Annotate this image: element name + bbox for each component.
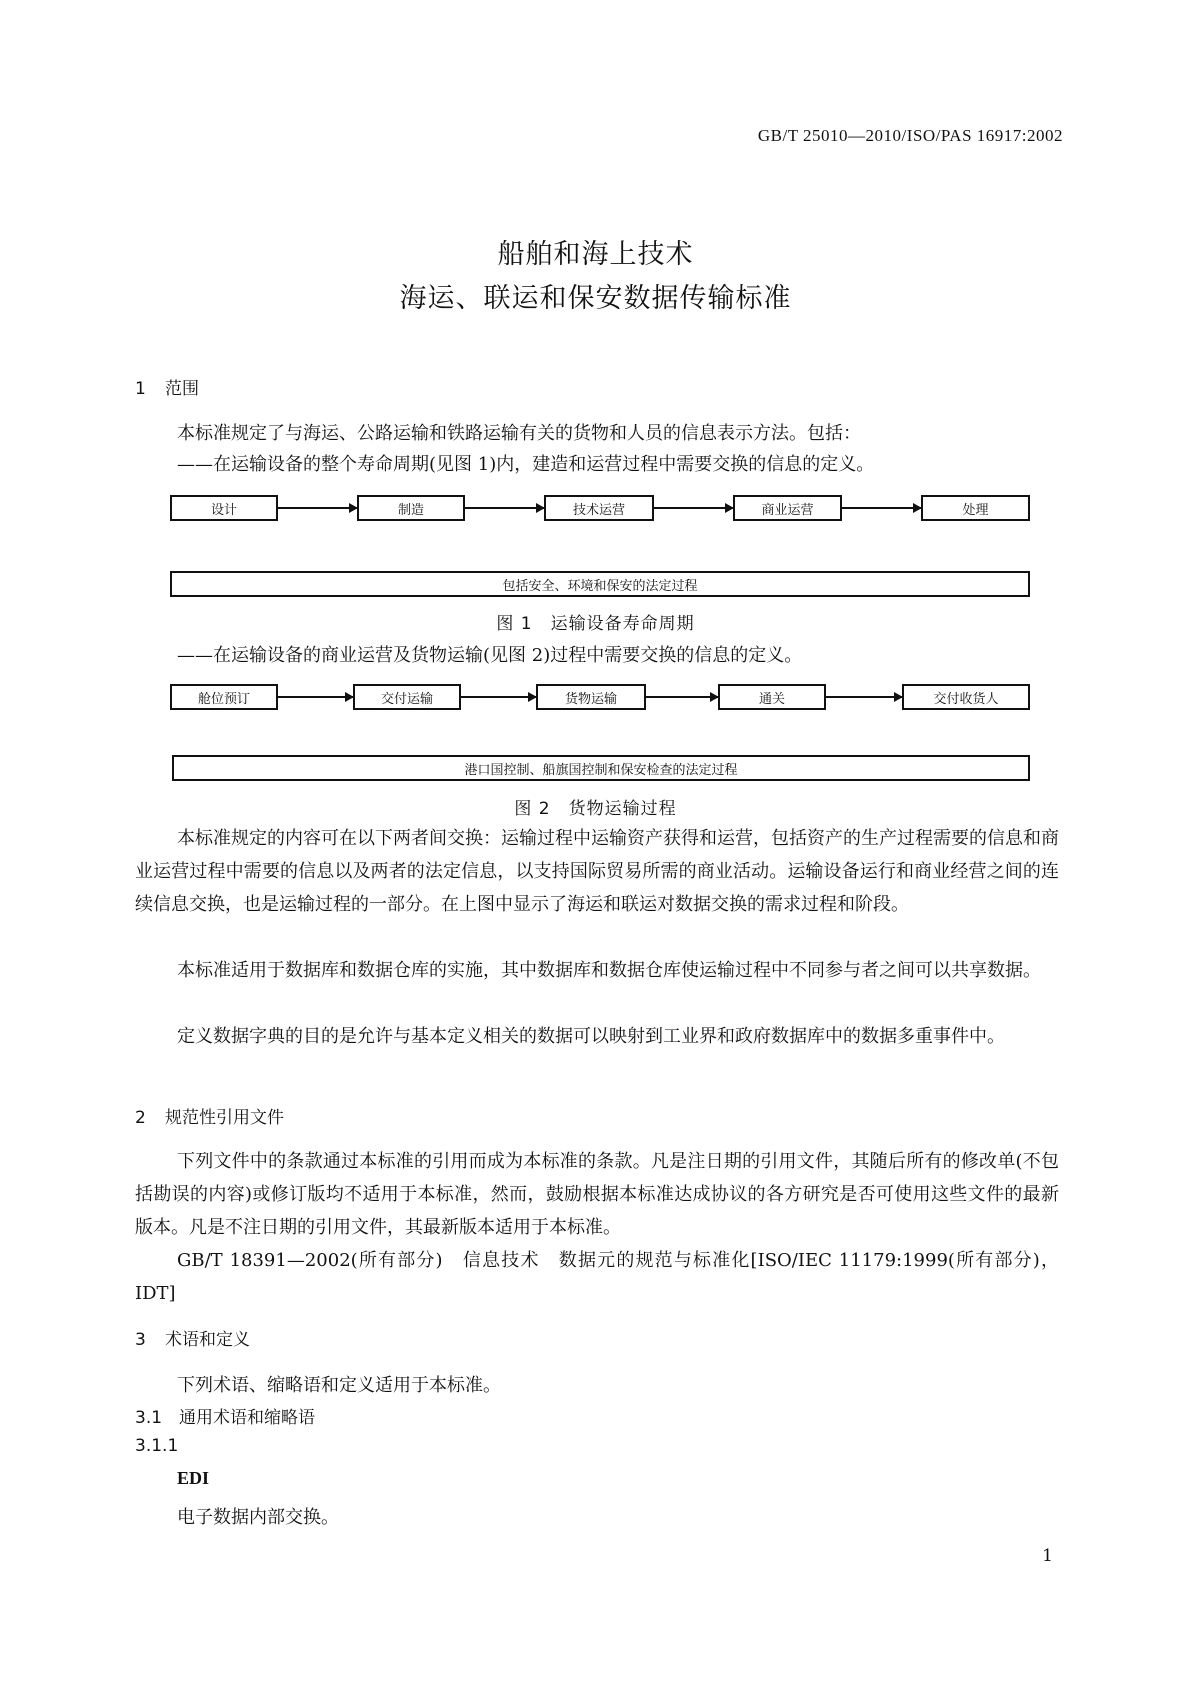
section-title: 术语和定义 xyxy=(165,1330,250,1350)
section-number: 3 xyxy=(135,1330,146,1350)
flow-arrow xyxy=(278,696,353,698)
flow-box-technical-operation: 技术运营 xyxy=(544,495,654,521)
figure-1-caption: 图 1 运输设备寿命周期 xyxy=(496,614,695,634)
normative-paragraph: 下列文件中的条款通过本标准的引用而成为本标准的条款。凡是注日期的引用文件，其随后所有的修改单(不包括勘误的内容)或修订版均不适用于本标准，然而，鼓励根据本标准达成协议的各方研究是否可使用这些文件的最新版本。凡是不注日期的引用文件，其最新版本适用于本标准。 xyxy=(135,1151,1059,1238)
section-title: 范围 xyxy=(165,379,199,399)
scope-paragraph-2: 本标准适用于数据库和数据仓库的实施，其中数据库和数据仓库使运输过程中不同参与者之间可以共享数据。 xyxy=(177,960,1041,981)
flow-arrow xyxy=(465,507,544,509)
section-number: 2 xyxy=(135,1108,146,1128)
entry-number: 3.1.1 xyxy=(135,1436,179,1456)
subsection-title: 通用术语和缩略语 xyxy=(179,1408,315,1428)
flow-bottom-bar: 港口国控制、船旗国控制和保安检查的法定过程 xyxy=(172,755,1030,781)
figure-2-caption: 图 2 货物运输过程 xyxy=(514,799,677,819)
section-number: 1 xyxy=(135,379,146,399)
section-title: 规范性引用文件 xyxy=(165,1108,284,1128)
flow-box-consignee-delivery: 交付收货人 xyxy=(902,684,1030,710)
scope-paragraph-3: 定义数据字典的目的是允许与基本定义相关的数据可以映射到工业界和政府数据库中的数据多重事件中。 xyxy=(177,1026,1005,1047)
normative-reference: GB/T 18391—2002(所有部分) 信息技术 数据元的规范与标准化[ISO/IEC 11179:1999(所有部分)，IDT] xyxy=(135,1250,1059,1304)
term-edi: EDI xyxy=(177,1468,210,1488)
scope-item-2: ——在运输设备的商业运营及货物运输(见图 2)过程中需要交换的信息的定义。 xyxy=(177,645,803,666)
flow-box-booking: 舱位预订 xyxy=(170,684,278,710)
flow-arrow xyxy=(461,696,536,698)
flow-arrow xyxy=(826,696,902,698)
subsection-number: 3.1 xyxy=(135,1408,163,1428)
term-definition: 电子数据内部交换。 xyxy=(177,1507,339,1528)
scope-intro: 本标准规定了与海运、公路运输和铁路运输有关的货物和人员的信息表示方法。包括： xyxy=(177,423,861,444)
section-3-heading xyxy=(135,1325,250,1350)
standard-code: GB/T 25010—2010/ISO/PAS 16917:2002 xyxy=(757,126,1063,145)
flow-box-customs: 通关 xyxy=(718,684,826,710)
flow-box-delivery-transport: 交付运输 xyxy=(353,684,461,710)
flow-bottom-bar: 包括安全、环境和保安的法定过程 xyxy=(170,571,1030,597)
flow-arrow xyxy=(842,507,921,509)
flow-box-disposal: 处理 xyxy=(921,495,1030,521)
flow-arrow xyxy=(646,696,718,698)
flow-arrow xyxy=(654,507,733,509)
title-line-2: 海运、联运和保安数据传输标准 xyxy=(399,283,792,314)
flow-box-commercial-operation: 商业运营 xyxy=(733,495,842,521)
section-1-heading xyxy=(135,374,199,399)
flow-box-design: 设计 xyxy=(170,495,278,521)
scope-item-1: ——在运输设备的整个寿命周期(见图 1)内，建造和运营过程中需要交换的信息的定义。 xyxy=(177,454,875,475)
section-2-heading xyxy=(135,1103,284,1128)
page-number: 1 xyxy=(1042,1546,1053,1566)
subsection-3-1-heading xyxy=(135,1403,315,1428)
title-line-1: 船舶和海上技术 xyxy=(497,239,694,270)
flow-box-manufacture: 制造 xyxy=(357,495,465,521)
scope-paragraph-1: 本标准规定的内容可在以下两者间交换：运输过程中运输资产获得和运营，包括资产的生产过程需要的信息和商业运营过程中需要的信息以及两者的法定信息，以支持国际贸易所需的商业活动。运输设备运行和商业经营之间的连续信息交换，也是运输过程的一部分。在上图中显示了海运和联运对数据交换的需求过程和阶段。 xyxy=(135,828,1059,915)
terms-intro: 下列术语、缩略语和定义适用于本标准。 xyxy=(177,1375,501,1396)
flow-arrow xyxy=(278,507,357,509)
flow-box-cargo-transport: 货物运输 xyxy=(536,684,646,710)
